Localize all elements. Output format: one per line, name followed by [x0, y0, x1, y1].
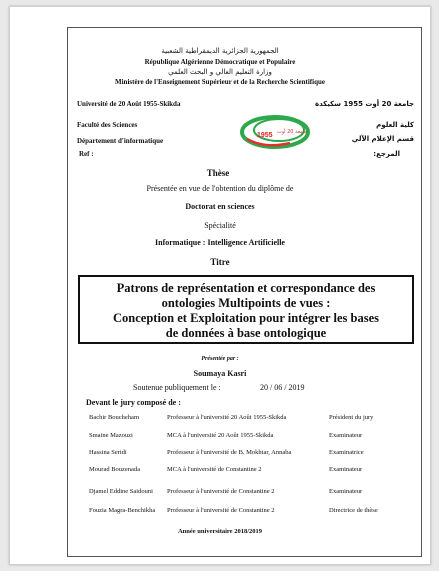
specialty: Informatique : Intelligence Artificielle — [155, 238, 285, 247]
arabic-university-name: جامعة 20 أوت 1955 سكيكدة — [314, 100, 414, 108]
university-logo — [235, 109, 317, 153]
logo-year-text: 1955 — [257, 132, 273, 139]
defended-label: Soutenue publiquement le : — [133, 383, 221, 392]
jury-member-name: Djamel Eddine Saidouni — [89, 488, 153, 495]
thesis-type: Thèse — [206, 168, 230, 178]
specialty-label: Spécialité — [204, 221, 236, 230]
thesis-title-box — [78, 275, 414, 344]
jury-member-affiliation: Professeur à l'université de B. Mokhtar, Annaba — [167, 449, 292, 456]
jury-member-row — [10, 466, 430, 476]
jury-member-row — [10, 414, 430, 424]
university-name: Université de 20 Août 1955-Skikda — [77, 100, 181, 108]
jury-member-role: Examinatrice — [329, 449, 364, 456]
document-page — [9, 6, 431, 565]
thesis-title-line: Patrons de représentation et correspondance des — [116, 281, 376, 295]
arabic-ref-label: المرجع: — [373, 150, 400, 158]
logo-arabic-text: جامعة 20 أوت — [277, 129, 308, 135]
jury-member-role: Examinateur — [329, 466, 363, 473]
presented-for-text: Présentée en vue de l'obtention du diplôme de — [146, 184, 294, 193]
jury-member-name: Fouzia Magra-Benchikha — [89, 507, 156, 514]
author-name: Soumaya Kasri — [193, 369, 247, 378]
jury-member-name: Smaine Mazouzi — [89, 432, 133, 439]
thesis-title-line: de données à base ontologique — [165, 326, 327, 340]
jury-member-role: Directrice de thèse — [329, 507, 378, 514]
jury-member-row — [10, 449, 430, 459]
jury-member-affiliation: Professeur à l'université de Constantine 2 — [167, 507, 275, 514]
jury-member-role: Président du jury — [329, 414, 374, 421]
jury-member-affiliation: MCA à l'université 20 Août 1955-Skikda — [167, 432, 274, 439]
academic-year: Année universitaire 2018/2019 — [177, 528, 262, 535]
jury-heading: Devant le jury composé de : — [86, 398, 181, 407]
department-name: Département d'informatique — [77, 137, 164, 145]
jury-member-row — [10, 432, 430, 442]
jury-member-row — [10, 488, 430, 498]
thesis-title-line: Conception et Exploitation pour intégrer les bases — [113, 311, 379, 325]
faculty-name: Faculté des Sciences — [77, 121, 138, 129]
degree: Doctorat en sciences — [185, 202, 255, 211]
arabic-faculty-name: كلية العلوم — [376, 121, 414, 129]
jury-member-role: Examinateur — [329, 488, 363, 495]
defense-date: 20 / 06 / 2019 — [260, 383, 305, 392]
jury-member-affiliation: MCA à l'université de Constantine 2 — [167, 466, 262, 473]
jury-member-role: Examinateur — [329, 432, 363, 439]
jury-member-name: Bachir Boucheham — [89, 414, 139, 421]
jury-member-name: Hassina Seridi — [89, 449, 127, 456]
ministry-header: Ministère de l'Enseignement Supérieur et de la Recherche Scientifique — [115, 78, 325, 86]
jury-member-affiliation: Professeur à l'université 20 Août 1955-Skikda — [167, 414, 287, 421]
jury-member-row — [10, 507, 430, 517]
presented-by-label: Présentée par : — [201, 356, 239, 362]
arabic-republic-header: الجمهورية الجزائرية الديمقراطية الشعبية — [161, 47, 279, 55]
thesis-title-line: ontologies Multipoints de vues : — [161, 296, 331, 310]
jury-member-name: Mourad Bouzenada — [89, 466, 141, 473]
arabic-department-name: قسم الإعلام الآلي — [351, 135, 414, 143]
ref-label: Ref : — [79, 150, 94, 158]
arabic-ministry-header: وزارة التعليم العالي و البحث العلمي — [168, 68, 272, 76]
jury-member-affiliation: Professeur à l'université de Constantine 2 — [167, 488, 275, 495]
titre-label: Titre — [210, 257, 230, 267]
republic-header: République Algérienne Démocratique et Populaire — [144, 58, 296, 66]
